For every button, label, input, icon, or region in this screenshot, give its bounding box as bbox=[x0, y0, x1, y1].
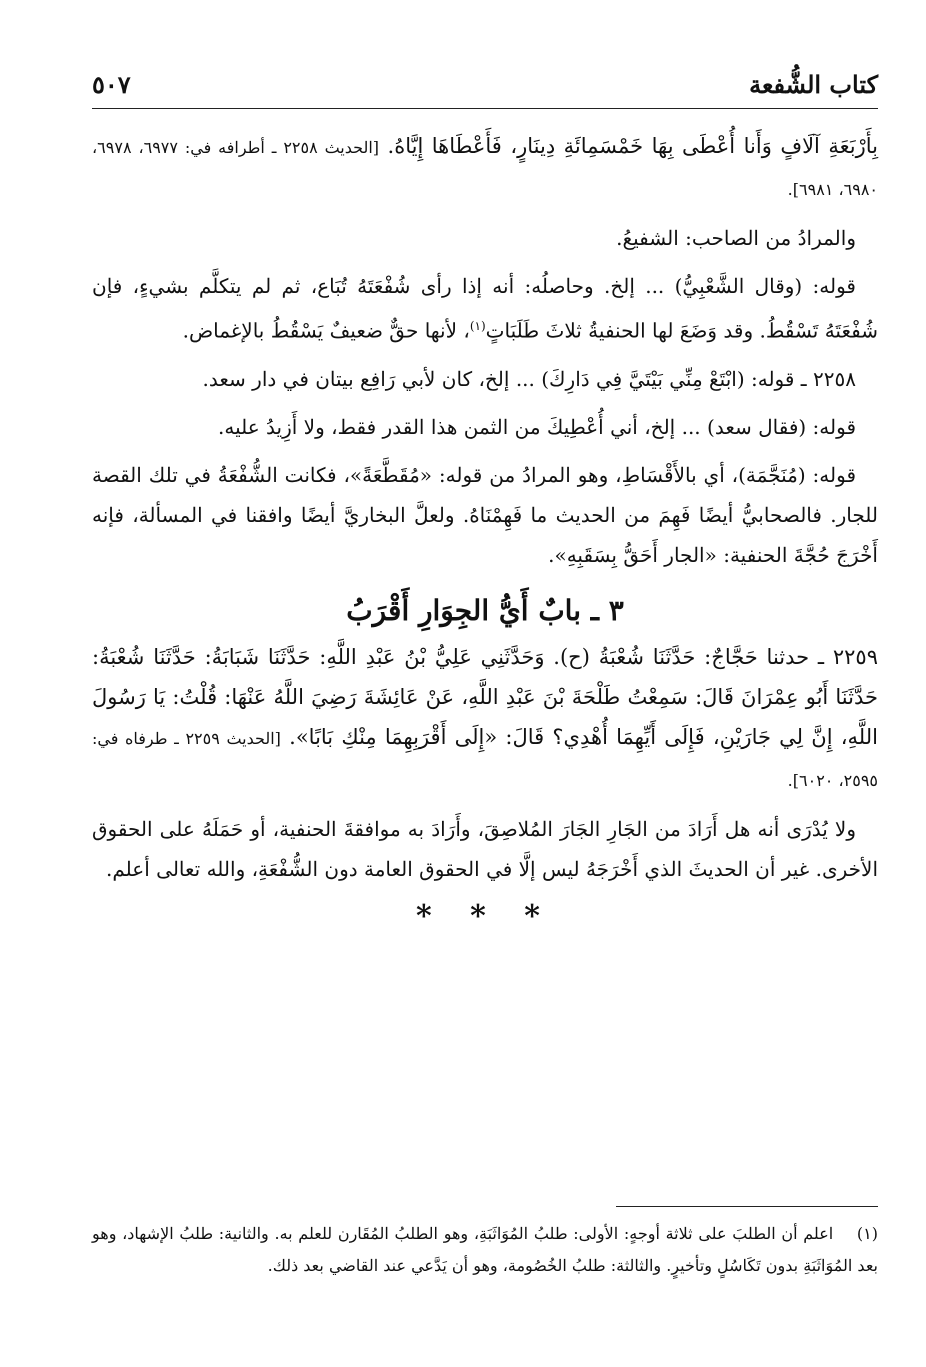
section-end-stars: * * * bbox=[416, 898, 554, 934]
paragraph-shafi: والمرادُ من الصاحب: الشفيعُ. bbox=[616, 226, 856, 250]
paragraph-shabi bbox=[92, 266, 878, 351]
paragraph-shabi-end: ، لأنها حقٌّ ضعيفٌ يَسْقُطُ بالإغماض. bbox=[182, 318, 470, 343]
footnote bbox=[92, 1218, 878, 1282]
footnote-divider bbox=[616, 1206, 878, 1207]
page-number: ٥٠٧ bbox=[92, 70, 131, 99]
running-title: كتاب الشُّفعة bbox=[749, 70, 878, 99]
hadith-continuation bbox=[92, 126, 878, 210]
paragraph-saad: قوله: (فقال سعد) ... إلخ، أني أُعْطِيكَ من الثمن هذا القدر فقط، ولا أَزِيدُ عليه. bbox=[218, 414, 856, 439]
footnote-ref[interactable]: (١) bbox=[469, 319, 486, 333]
paragraph-2258: ٢٢٥٨ ـ قوله: (ابْتَعْ مِنِّي بَيْتَيَّ فِي دَارِكَ) ... إلخ، كان لأبي رَافِع بيتان في دار سعد. bbox=[202, 366, 856, 391]
page-header bbox=[92, 68, 878, 109]
chapter-heading: ٣ ـ بابٌ أَيُّ الجِوَارِ أَقْرَبُ bbox=[346, 593, 624, 627]
footnote-marker: (١) bbox=[856, 1224, 878, 1243]
hadith-2259-reference: [الحديث ٢٢٥٩ ـ طرفاه في: ٢٥٩٥، ٦٠٢٠]. bbox=[92, 728, 878, 790]
hadith-2259 bbox=[92, 637, 878, 801]
footnote-text: اعلم أن الطلبَ على ثلاثة أوجهٍ: الأولى: طلبُ المُوَاثَبَةِ، وهو الطلبُ المُقَارن للعلم به. والثانية: طلبُ الإشهاد، وهو بعد المُوَاثَبَةِ بدون تَكَاسُلٍ وتأخيرٍ. والثالثة: طلبُ الخُصُومة، وهو أن يَدَّعي عند القاضي بعد ذلك. bbox=[92, 1224, 878, 1275]
hadith-2259-text: ٢٢٥٩ ـ حدثنا حَجَّاجٌ: حَدَّثَنَا شُعْبَةُ (ح). وَحَدَّثَنِي عَلِيُّ بْنُ عَبْدِ اللَّهِ: حَدَّثَنَا شَبَابَةُ: حَدَّثَنَا شُعْبَةُ: حَدَّثَنَا أَبُو عِمْرَانَ قَالَ: سَمِعْتُ طَلْحَةَ بْنَ عَبْدِ اللَّهِ، عَنْ عَائِشَةَ رَضِيَ اللَّهُ عَنْهَا: قُلْتُ: يَا رَسُولَ اللَّهِ، إِنَّ لِي جَارَيْنِ، فَإِلَى أَيِّهِمَا أُهْدِي؟ قَالَ: «إِلَى أَقْرَبِهِمَا مِنْكِ بَابًا». bbox=[92, 644, 878, 749]
paragraph-shabi-text: قوله: (وقال الشَّعْبِيُّ) ... إلخ. وحاصلُه: أنه إذا رأى شُفْعَتَهُ تُبَاع، ثم لم يتكلَّم بشيءٍ، فإن شُفْعَتَهُ تَسْقُطُ. وقد وَضَعَ لها الحنفيةُ ثلاثَ طَلَبَاتٍ bbox=[92, 274, 878, 343]
page-body bbox=[92, 126, 878, 937]
hadith-text: بِأَرْبَعَةِ آلَافٍ وَأَنا أُعْطَى بِهَا خَمْسَمِائَةِ دِينَارٍ، فَأَعْطَاهَا إِيَّاهُ. bbox=[387, 134, 878, 158]
paragraph-yudra: ولا يُدْرَى أنه هل أَرَادَ من الجَارِ الجَارَ المُلاصِقَ، وأَرَادَ به موافقةَ الحنفية، أو حَمَلَهُ على الحقوق الأخرى. غير أن الحديثَ الذي أَخْرَجَهُ ليس إلَّا في الحقوق العامة دون الشُّفْعَةِ، والله تعالى أعلم. bbox=[92, 816, 878, 881]
hadith-reference: [الحديث ٢٢٥٨ ـ أطرافه في: ٦٩٧٧، ٦٩٧٨، ٦٩٨٠، ٦٩٨١]. bbox=[92, 138, 878, 199]
paragraph-munajjama: قوله: (مُنَجَّمَة)، أي بالأَقْسَاطِ، وهو المرادُ من قوله: «مُقَطَّعَةً»، فكانت الشُّفْعَةُ في تلك القصة للجار. فالصحابيُّ أيضًا فَهِمَ من الحديث ما فَهِمْنَاهُ. ولعلَّ البخاريَّ أيضًا وافقنا في المسألة، فإنه أَخْرَجَ حُجَّةَ الحنفية: «الجار أَحَقُّ بِسَقَبِهِ». bbox=[92, 462, 878, 567]
